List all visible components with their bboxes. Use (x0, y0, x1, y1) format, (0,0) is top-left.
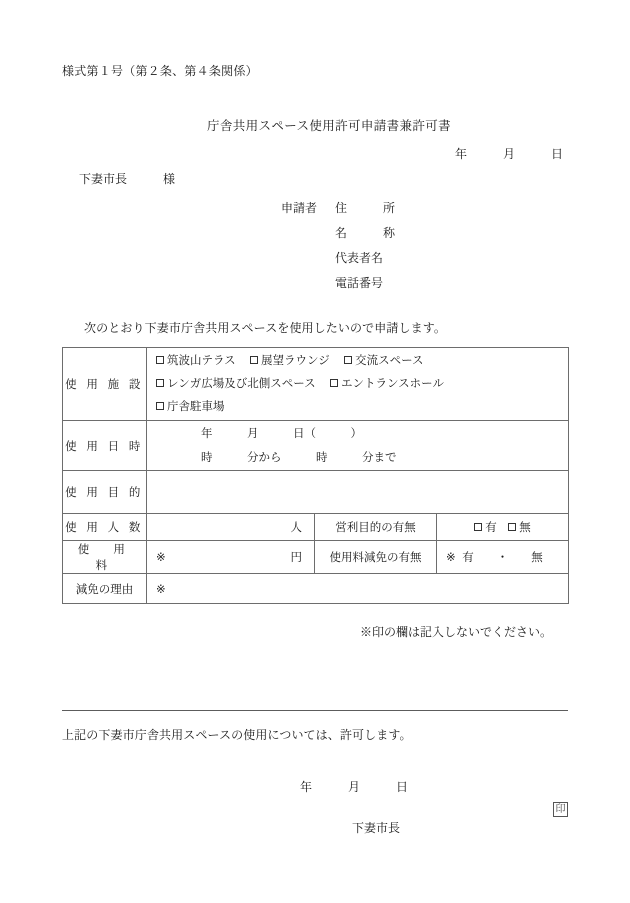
application-date-line: 年 月 日 (455, 147, 564, 161)
profit-purpose-label-cell: 営利目的の有無 (315, 514, 437, 541)
table-row-reduction-reason (63, 574, 569, 604)
reduction-reason-value-cell (147, 574, 569, 604)
permission-sentence: 上記の下妻市庁舎共用スペースの使用については、許可します。 (62, 728, 412, 742)
checkbox-icon[interactable] (250, 356, 258, 364)
fee-amount-cell (147, 541, 315, 574)
facility-option-parking: 庁舎駐車場 (167, 400, 225, 413)
reduction-reason-official-use-mark: ※ (156, 583, 166, 596)
section-divider (62, 710, 568, 711)
form-number: 様式第１号（第２条、第４条関係） (62, 64, 258, 78)
table-row-purpose (63, 471, 569, 514)
facility-label-cell (63, 348, 147, 421)
checkbox-icon[interactable] (474, 523, 482, 531)
datetime-label: 使 用 日 時 (65, 440, 144, 453)
checkbox-icon[interactable] (508, 523, 516, 531)
purpose-value-cell[interactable] (147, 471, 569, 514)
fee-official-use-mark: ※ (156, 552, 166, 564)
table-row-facility (63, 348, 569, 421)
application-table (62, 347, 569, 604)
profit-purpose-options-cell (437, 514, 569, 541)
datetime-value-cell[interactable] (147, 421, 569, 471)
datetime-line-1: 年 月 日（ ） (201, 427, 362, 440)
purpose-label: 使 用 目 的 (65, 487, 144, 499)
attendance-count-cell[interactable]: 人 (147, 514, 315, 541)
table-row-fee (63, 541, 569, 574)
applicant-lead-label: 申請者 (281, 201, 318, 215)
facility-option-terrace: 筑波山テラス (167, 354, 236, 367)
datetime-line-2: 時 分から 時 分まで (201, 451, 397, 464)
applicant-phone-label: 電話番号 (335, 276, 384, 290)
reduction-reason-label: 減免の理由 (75, 583, 134, 596)
fee-reduction-options-cell (437, 541, 569, 574)
permission-signer-row (340, 804, 568, 866)
checkbox-icon[interactable] (330, 379, 338, 387)
applicant-address-row (281, 196, 395, 221)
facility-options-line-3 (147, 396, 568, 419)
facility-options-line-1 (147, 350, 568, 373)
table-row-datetime (63, 421, 569, 471)
document-title: 庁舎共用スペース使用許可申請書兼許可書 (206, 119, 451, 133)
profit-yes-label: 有 (485, 522, 497, 534)
fee-currency-unit: 円 (290, 552, 302, 564)
facility-options-cell (147, 348, 569, 421)
facility-option-exchange-space: 交流スペース (355, 354, 424, 367)
official-use-note: ※印の欄は記入しないでください。 (360, 625, 553, 639)
fee-reduction-label-cell: 使用料減免の有無 (315, 541, 437, 574)
facility-option-lounge: 展望ラウンジ (261, 354, 330, 367)
fee-reduction-options: 有 ・ 無 (462, 552, 543, 564)
checkbox-icon[interactable] (344, 356, 352, 364)
applicant-address-label: 住 所 (335, 201, 396, 215)
applicant-representative-row (281, 246, 395, 271)
datetime-label-cell (63, 421, 147, 471)
facility-option-brick-plaza: レンガ広場及び北側スペース (167, 377, 316, 390)
applicant-representative-label: 代表者名 (335, 251, 384, 265)
reduction-reason-label-cell (63, 574, 147, 604)
checkbox-icon[interactable] (156, 379, 164, 387)
addressee: 下妻市長 様 (79, 172, 176, 186)
permission-signer-name: 下妻市長 (352, 821, 401, 835)
applicant-block (281, 196, 395, 296)
facility-option-entrance-hall: エントランスホール (341, 377, 444, 390)
seal-box-icon: 印 (553, 802, 568, 817)
checkbox-icon[interactable] (156, 356, 164, 364)
fee-reduction-official-use-mark: ※ (446, 552, 456, 564)
fee-label: 使 用 料 (77, 544, 150, 572)
checkbox-icon[interactable] (156, 402, 164, 410)
attendance-label: 使 用 人 数 (65, 522, 144, 534)
facility-options-line-2 (147, 373, 568, 396)
facility-label: 使 用 施 設 (65, 379, 144, 391)
attendance-label-cell (63, 514, 147, 541)
applicant-phone-row (281, 271, 395, 296)
applicant-name-label: 名 称 (335, 226, 396, 240)
permission-date-line: 年 月 日 (300, 780, 409, 794)
intro-sentence: 次のとおり下妻市庁舎共用スペースを使用したいので申請します。 (84, 321, 447, 335)
purpose-label-cell (63, 471, 147, 514)
fee-label-cell (63, 541, 150, 574)
applicant-name-row (281, 221, 395, 246)
table-row-attendance (63, 514, 569, 541)
profit-no-label: 無 (519, 522, 531, 534)
